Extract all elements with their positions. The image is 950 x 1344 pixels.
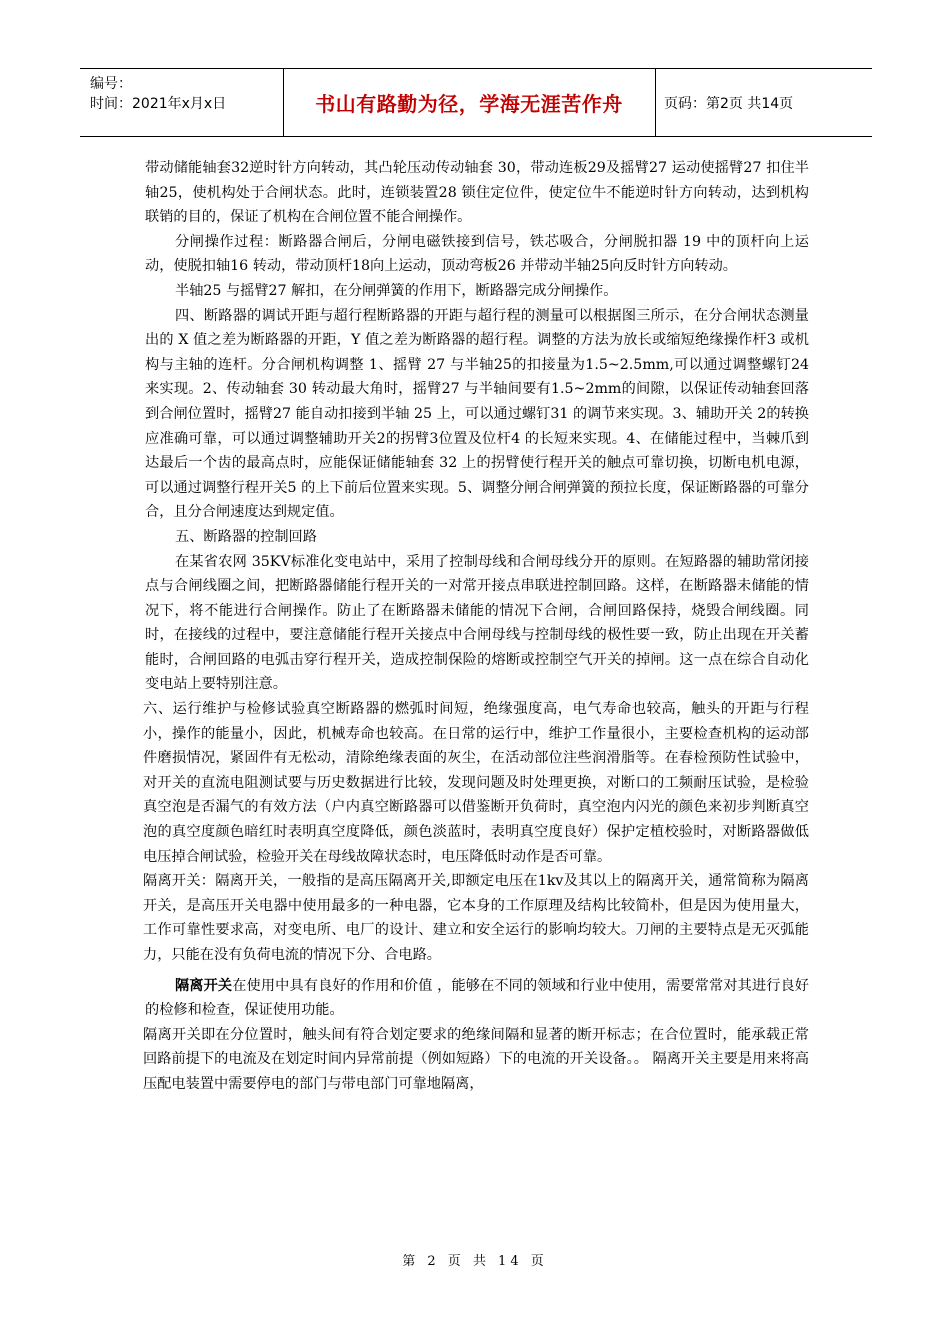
motto: 书山有路勤为径，学海无涯苦作舟 <box>315 92 623 116</box>
section-heading-5: 五、断路器的控制回路 <box>175 528 317 545</box>
paragraph-2: 分闸操作过程：断路器合闸后，分闸电磁铁接到信号，铁芯吸合，分闸脱扣器 19 中的顶杆向上运动，使脱扣轴16 转动，带动顶杆18向上运动，顶动弯板26 并带动半轴25向反时针方向转动。 <box>145 233 809 275</box>
paragraph-1: 带动储能轴套32逆时针方向转动，其凸轮压动传动轴套 30，带动连板29及摇臂27 运动使摇臂27 扣住半轴25，使机构处于合闸状态。此时，连锁装置28 锁住定位件，使定位牛不能逆时针方向转动，达到机构联销的目的，保证了机构在合闸位置不能合闸操作。 <box>145 160 809 226</box>
header-left-cell <box>80 69 284 136</box>
paragraph-9-text: 在使用中具有良好的作用和价值 ，能够在不同的领域和行业中使用，需要常常对其进行良好的检修和检查，保证使用功能。 <box>145 977 809 1019</box>
document-body <box>145 156 809 1097</box>
paragraph-3: 半轴25 与摇臂27 解扣，在分闸弹簧的作用下，断路器完成分闸操作。 <box>175 282 618 299</box>
paragraph-6: 在某省农网 35KV标准化变电站中，采用了控制母线和合闸母线分开的原则。在短路器的辅助常闭接点与合闸线圈之间，把断路器储能行程开关的一对常开接点串联进控制回路。这样，在断路器未储能的情况下，将不能进行合闸操作。防止了在断路器未储能的情况下合闸，合闸回路保持，烧毁合闸线圈。同时，在接线的过程中，要注意储能行程开关接点中合闸母线与控制母线的极性要一致，防止出现在开关蓄能时，合闸回路的电弧击穿行程开关，造成控制保险的熔断或控制空气开关的掉闸。这一点在综合自动化变电站上要特别注意。 <box>145 553 809 693</box>
time-label: 时间：2021年x月x日 <box>90 96 227 112</box>
header-table <box>80 68 872 137</box>
paragraph-9 <box>145 974 809 1023</box>
paragraph-7: 六、运行维护与检修试验真空断路器的燃弧时间短，绝缘强度高，电气寿命也较高，触头的开距与行程小，操作的能量小，因此，机械寿命也较高。在日常的运行中，维护工作量很小，主要检查机构的运动部件磨损情况，紧固件有无松动，清除绝缘表面的灰尘，在活动部位注些润滑脂等。在春检预防性试验中，对开关的直流电阻测试要与历史数据进行比较，发现问题及时处理更换，对断口的工频耐压试验，是检验真空泡是否漏气的有效方法（户内真空断路器可以借鉴断开负荷时，真空泡内闪光的颜色来初步判断真空泡的真空度颜色暗红时表明真空度降低，颜色淡蓝时，表明真空度良好）保护定植校验时，对断路器做低电压掉合闸试验，检验开关在母线故障状态时，电压降低时动作是否可靠。 <box>143 701 809 865</box>
number-label: 编号： <box>90 76 132 92</box>
header-motto-cell <box>283 69 656 136</box>
paragraph-4: 四、断路器的调试开距与超行程断路器的开距与超行程的测量可以根据图三所示，在分合闸状态测量出的 X 值之差为断路器的开距，Y 值之差为断路器的超行程。调整的方法为放长或缩短绝缘操作杆3 或机构与主轴的连杆。分合闸机构调整 1、摇臂 27 与半轴25的扣接量为1.5~2.5mm,可以通过调整螺钉24 来实现。2、传动轴套 30 转动最大角时，摇臂27 与半轴间要有1.5~2mm的间隙，以保证传动轴套回落到合闸位置时，摇臂27 能自动扣接到半轴 25 上，可以通过螺钉31 的调节来实现。3、辅助开关 2的转换应准确可靠，可以通过调整辅助开关2的拐臂3位置及位杆4 的长短来实现。4、在储能过程中，当棘爪到达最后一个齿的最高点时，应能保证储能轴套 32 上的拐臂使行程开关的触点可靠切换，切断电机电源，可以通过调整行程开关5 的上下前后位置来实现。5、调整分闸合闸弹簧的预拉长度，保证断路器的可靠分合，且分合闸速度达到规定值。 <box>145 307 809 521</box>
paragraph-8: 隔离开关：隔离开关，一般指的是高压隔离开关,即额定电压在1kv及其以上的隔离开关，通常简称为隔离开关，是高压开关电器中使用最多的一种电器，它本身的工作原理及结构比较简朴，但是因为使用量大，工作可靠性要求高，对变电所、电厂的设计、建立和安全运行的影响均较大。刀闸的主要特点是无灭弧能力，只能在没有负荷电流的情况下分、合电路。 <box>143 873 809 963</box>
page-footer: 第 2 页 共 14 页 <box>402 1254 548 1269</box>
header-page-info: 页码：第2页 共14页 <box>664 95 794 112</box>
paragraph-10: 隔离开关即在分位置时，触头间有符合划定要求的绝缘间隔和显著的断开标志；在合位置时，能承载正常回路前提下的电流及在划定时间内异常前提（例如短路）下的电流的开关设备。。 隔离开关主要是用来将高压配电装置中需要停电的部门与带电部门可靠地隔离， <box>143 1026 809 1092</box>
bold-term: 隔离开关 <box>175 977 233 994</box>
